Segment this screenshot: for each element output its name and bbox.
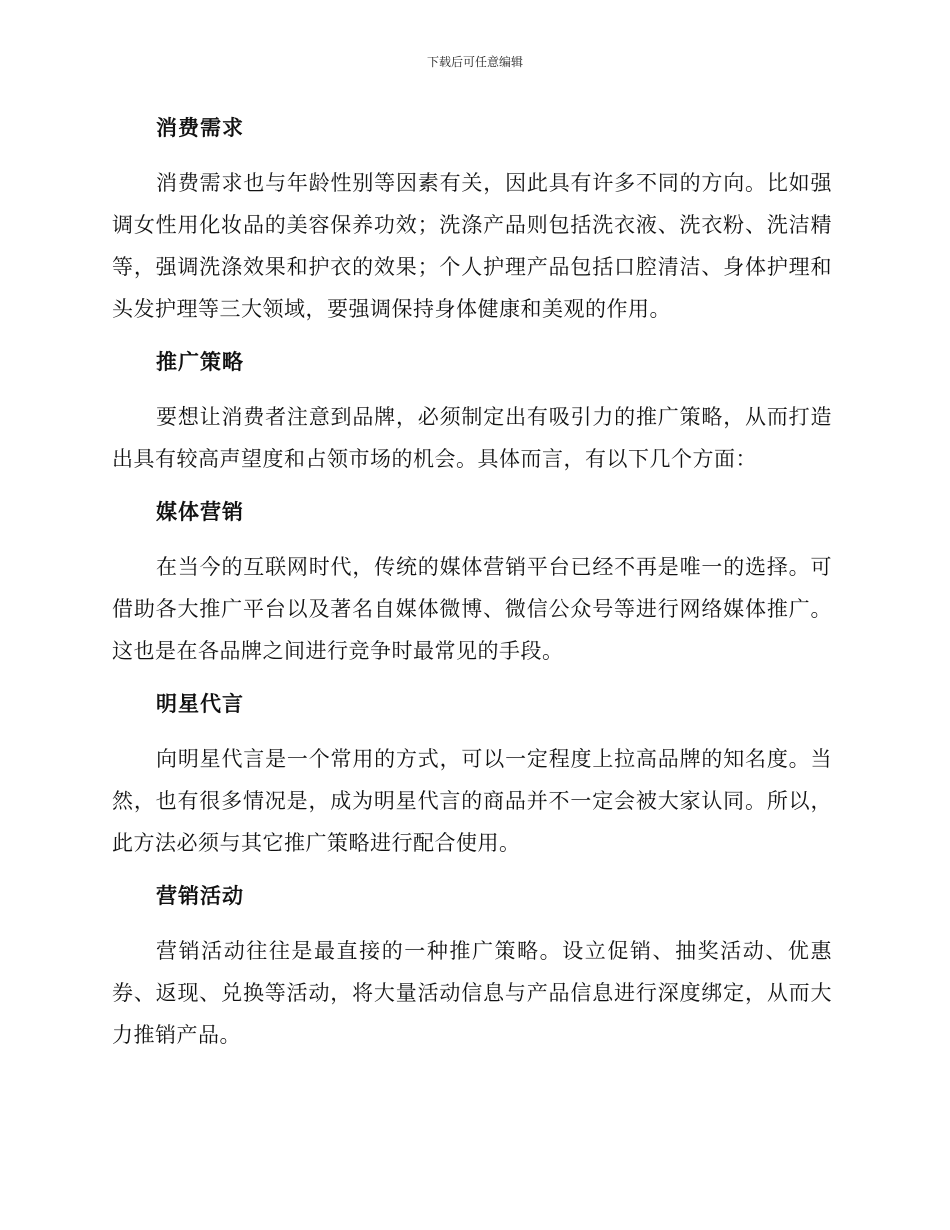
page-header-note: 下载后可任意编辑 — [426, 55, 523, 69]
section-heading-consumer-demand: 消费需求 — [156, 116, 244, 140]
document-body — [112, 108, 832, 1056]
section-heading-media-marketing: 媒体营销 — [156, 500, 244, 524]
section-paragraph-marketing-events: 营销活动往往是最直接的一种推广策略。设立促销、抽奖活动、优惠券、返现、兑换等活动，将大量活动信息与产品信息进行深度绑定，从而大力推销产品。 — [112, 939, 832, 1047]
section-heading-celebrity-endorsement: 明星代言 — [156, 692, 244, 716]
section-paragraph-consumer-demand: 消费需求也与年龄性别等因素有关，因此具有许多不同的方向。比如强调女性用化妆品的美容保养功效；洗涤产品则包括洗衣液、洗衣粉、洗洁精等，强调洗涤效果和护衣的效果；个人护理产品包括口腔清洁、身体护理和头发护理等三大领域，要强调保持身体健康和美观的作用。 — [112, 171, 832, 321]
section-heading-promotion-strategy: 推广策略 — [156, 350, 244, 374]
section-heading-marketing-events: 营销活动 — [156, 884, 244, 908]
section-paragraph-celebrity-endorsement: 向明星代言是一个常用的方式，可以一定程度上拉高品牌的知名度。当然，也有很多情况是，成为明星代言的商品并不一定会被大家认同。所以，此方法必须与其它推广策略进行配合使用。 — [112, 747, 832, 855]
section-paragraph-media-marketing: 在当今的互联网时代，传统的媒体营销平台已经不再是唯一的选择。可借助各大推广平台以及著名自媒体微博、微信公众号等进行网络媒体推广。这也是在各品牌之间进行竞争时最常见的手段。 — [112, 555, 832, 663]
section-paragraph-promotion-strategy: 要想让消费者注意到品牌，必须制定出有吸引力的推广策略，从而打造出具有较高声望度和占领市场的机会。具体而言，有以下几个方面： — [112, 405, 832, 471]
